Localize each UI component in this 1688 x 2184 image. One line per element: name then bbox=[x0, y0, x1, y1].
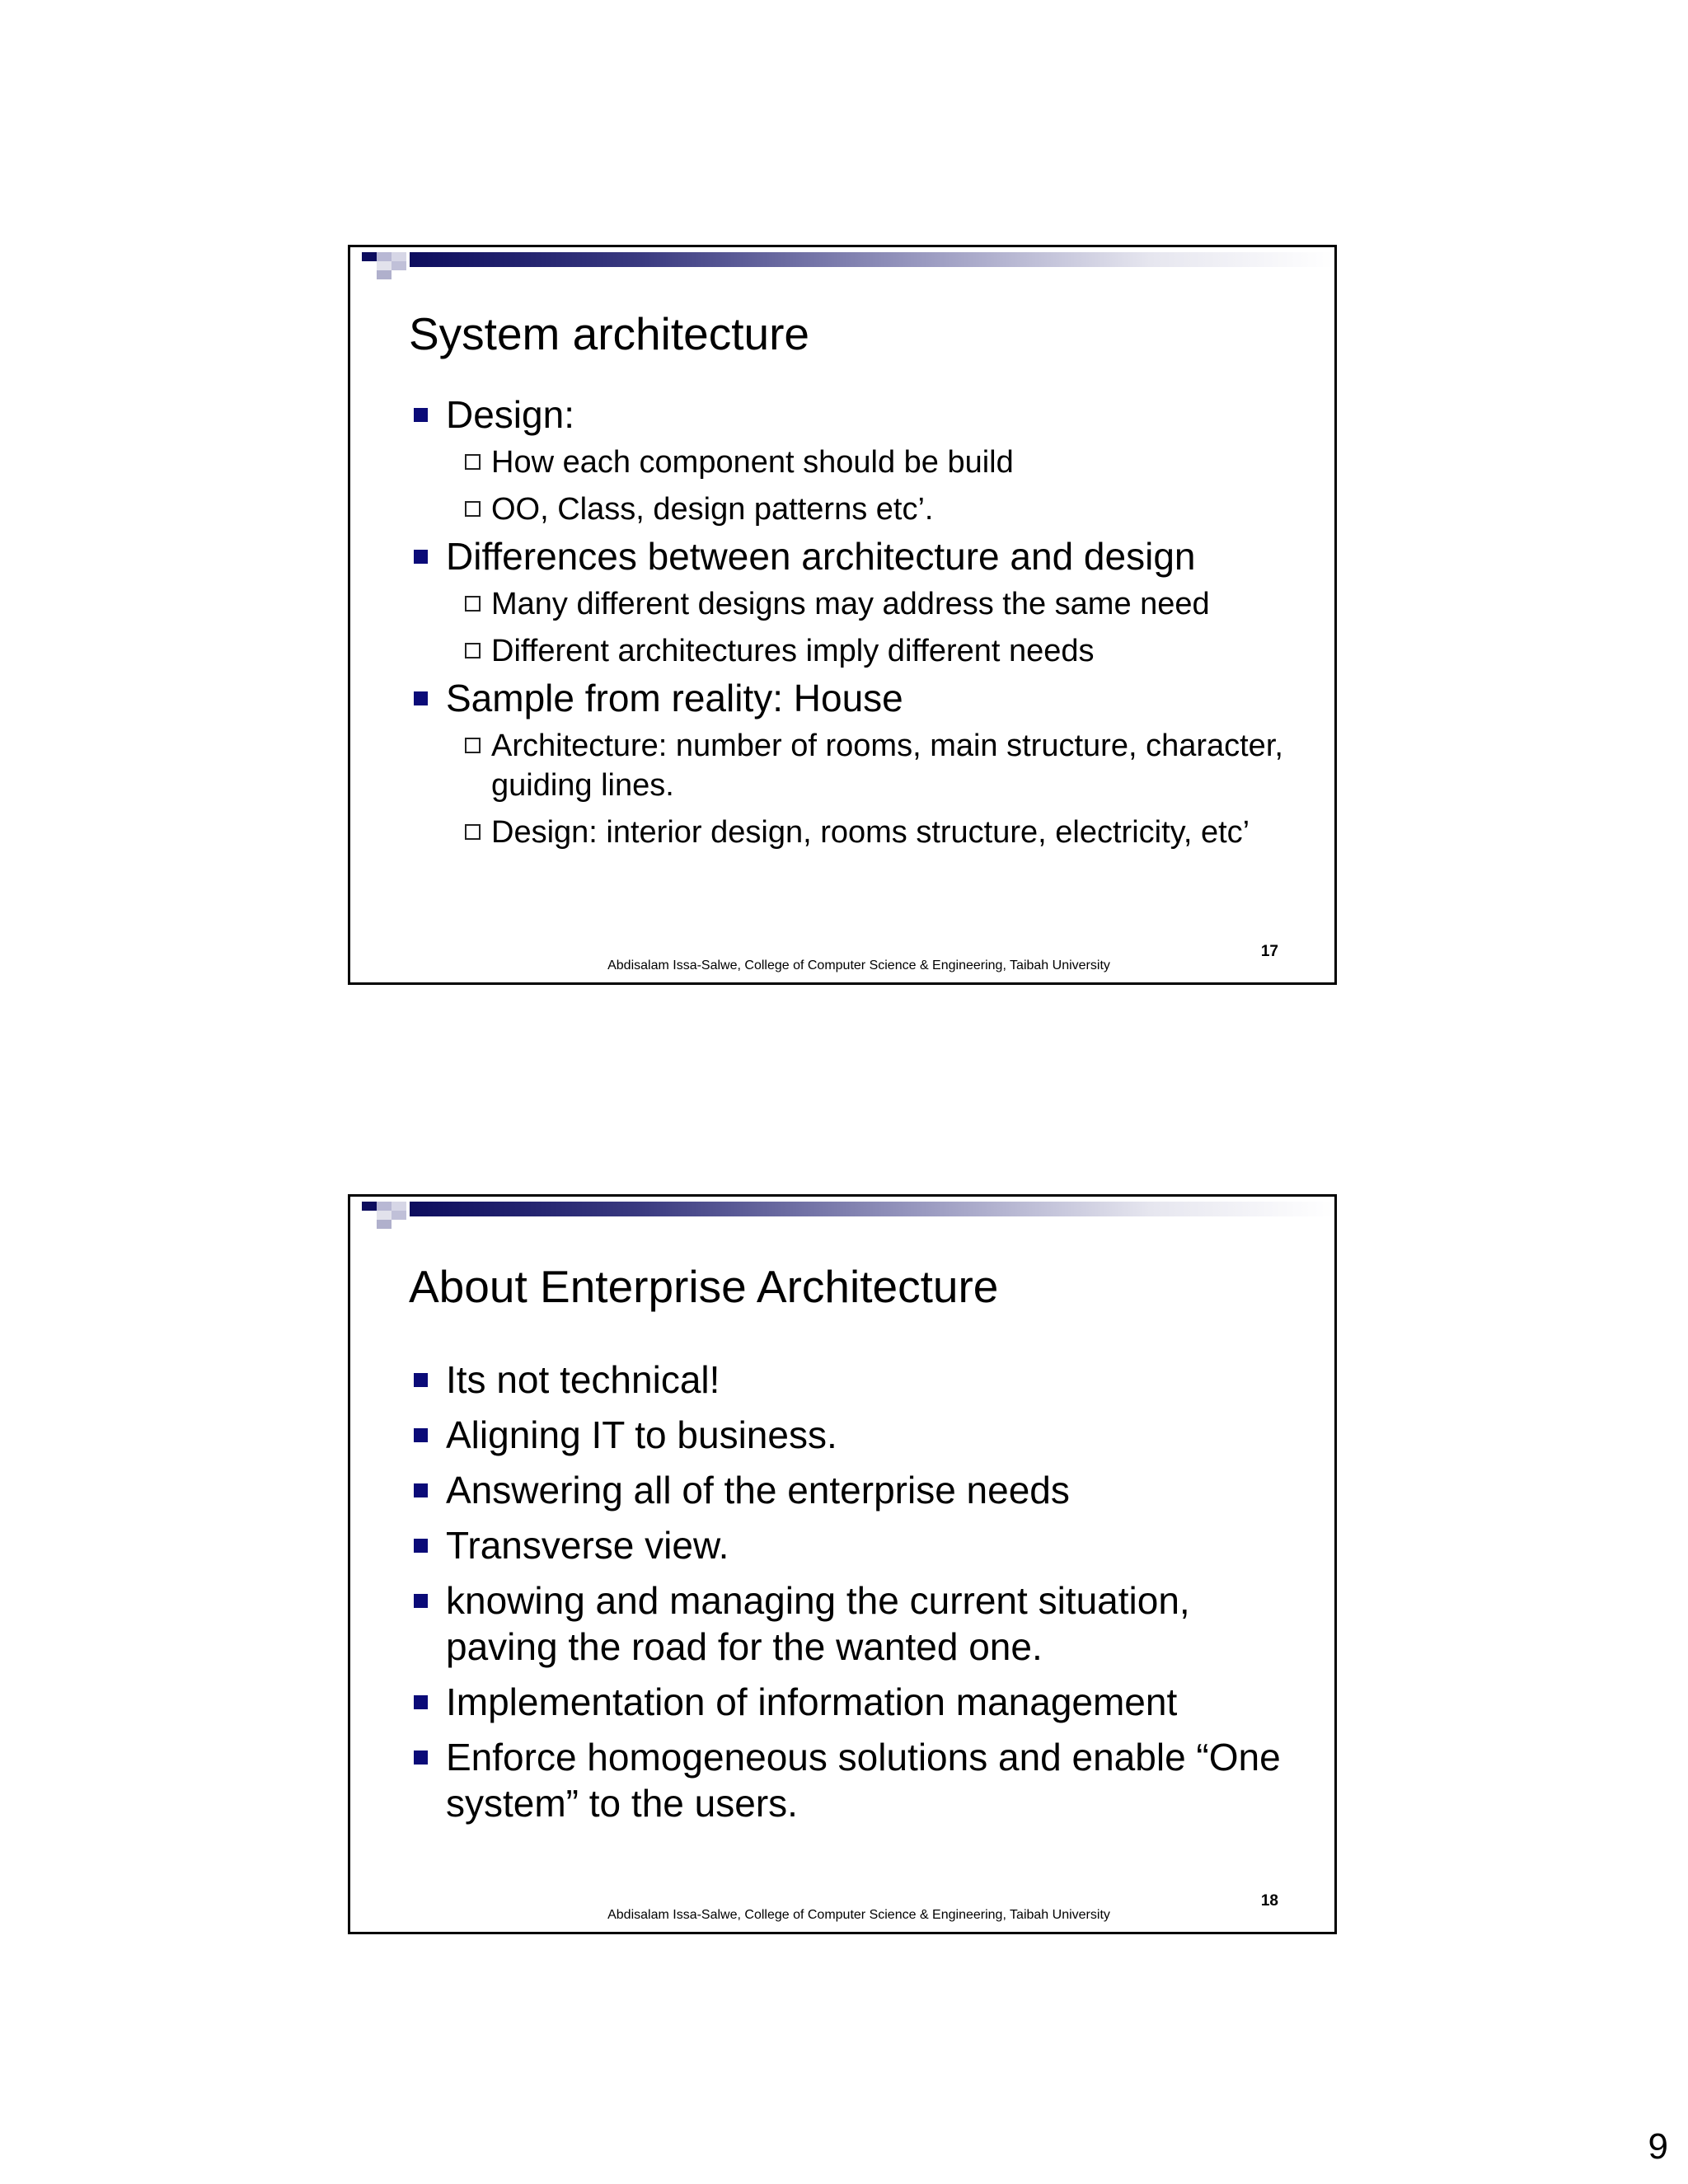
square-bullet-icon bbox=[414, 691, 428, 705]
hollow-square-bullet-icon bbox=[465, 596, 481, 612]
slide-header-decoration bbox=[350, 247, 1334, 280]
sub-bullet-item: How each component should be build bbox=[410, 443, 1301, 482]
bullet-item: Implementation of information management bbox=[410, 1679, 1301, 1725]
bullet-item: Aligning IT to business. bbox=[410, 1412, 1301, 1458]
square-bullet-icon bbox=[414, 1428, 428, 1442]
bullet-item: Differences between architecture and design bbox=[410, 533, 1301, 579]
square-bullet-icon bbox=[414, 1594, 428, 1608]
bullet-item: Answering all of the enterprise needs bbox=[410, 1467, 1301, 1513]
sub-bullet-item: Architecture: number of rooms, main structure, character, guiding lines. bbox=[410, 726, 1301, 805]
bullet-item: Design: bbox=[410, 391, 1301, 438]
sub-bullet-item: OO, Class, design patterns etc’. bbox=[410, 490, 1301, 529]
square-bullet-icon bbox=[414, 1539, 428, 1553]
bullet-item: Sample from reality: House bbox=[410, 675, 1301, 721]
page-number: 9 bbox=[1648, 2126, 1668, 2167]
bullet-item: Its not technical! bbox=[410, 1357, 1301, 1403]
bullet-list bbox=[410, 1357, 1301, 1826]
slide-footer: Abdisalam Issa-Salwe, College of Computer Science & Engineering, Taibah University bbox=[607, 958, 1110, 972]
slide-title: About Enterprise Architecture bbox=[409, 1261, 999, 1312]
square-bullet-icon bbox=[414, 1695, 428, 1709]
square-bullet-icon bbox=[414, 408, 428, 422]
slide-title: System architecture bbox=[409, 308, 810, 359]
hollow-square-bullet-icon bbox=[465, 454, 481, 470]
bullet-item: knowing and managing the current situation, paving the road for the wanted one. bbox=[410, 1577, 1301, 1670]
square-bullet-icon bbox=[414, 1373, 428, 1387]
square-bullet-icon bbox=[414, 1750, 428, 1765]
hollow-square-bullet-icon bbox=[465, 501, 481, 517]
slide-17 bbox=[348, 245, 1337, 985]
hollow-square-bullet-icon bbox=[465, 824, 481, 840]
header-gradient-bar bbox=[410, 1202, 1334, 1216]
square-bullet-icon bbox=[414, 1483, 428, 1497]
slide-number: 18 bbox=[1260, 1892, 1278, 1910]
slide-number: 17 bbox=[1260, 943, 1278, 960]
bullet-list bbox=[410, 391, 1301, 852]
slide-footer: Abdisalam Issa-Salwe, College of Computer Science & Engineering, Taibah University bbox=[607, 1908, 1110, 1922]
square-bullet-icon bbox=[414, 550, 428, 564]
slide-header-decoration bbox=[350, 1197, 1334, 1230]
hollow-square-bullet-icon bbox=[465, 643, 481, 658]
hollow-square-bullet-icon bbox=[465, 738, 481, 753]
bullet-item: Enforce homogeneous solutions and enable “One system” to the users. bbox=[410, 1734, 1301, 1826]
bullet-item: Transverse view. bbox=[410, 1522, 1301, 1568]
sub-bullet-item: Different architectures imply different needs bbox=[410, 631, 1301, 671]
header-gradient-bar bbox=[410, 252, 1334, 267]
sub-bullet-item: Design: interior design, rooms structure, electricity, etc’ bbox=[410, 813, 1301, 852]
sub-bullet-item: Many different designs may address the same need bbox=[410, 584, 1301, 624]
slide-18 bbox=[348, 1194, 1337, 1934]
